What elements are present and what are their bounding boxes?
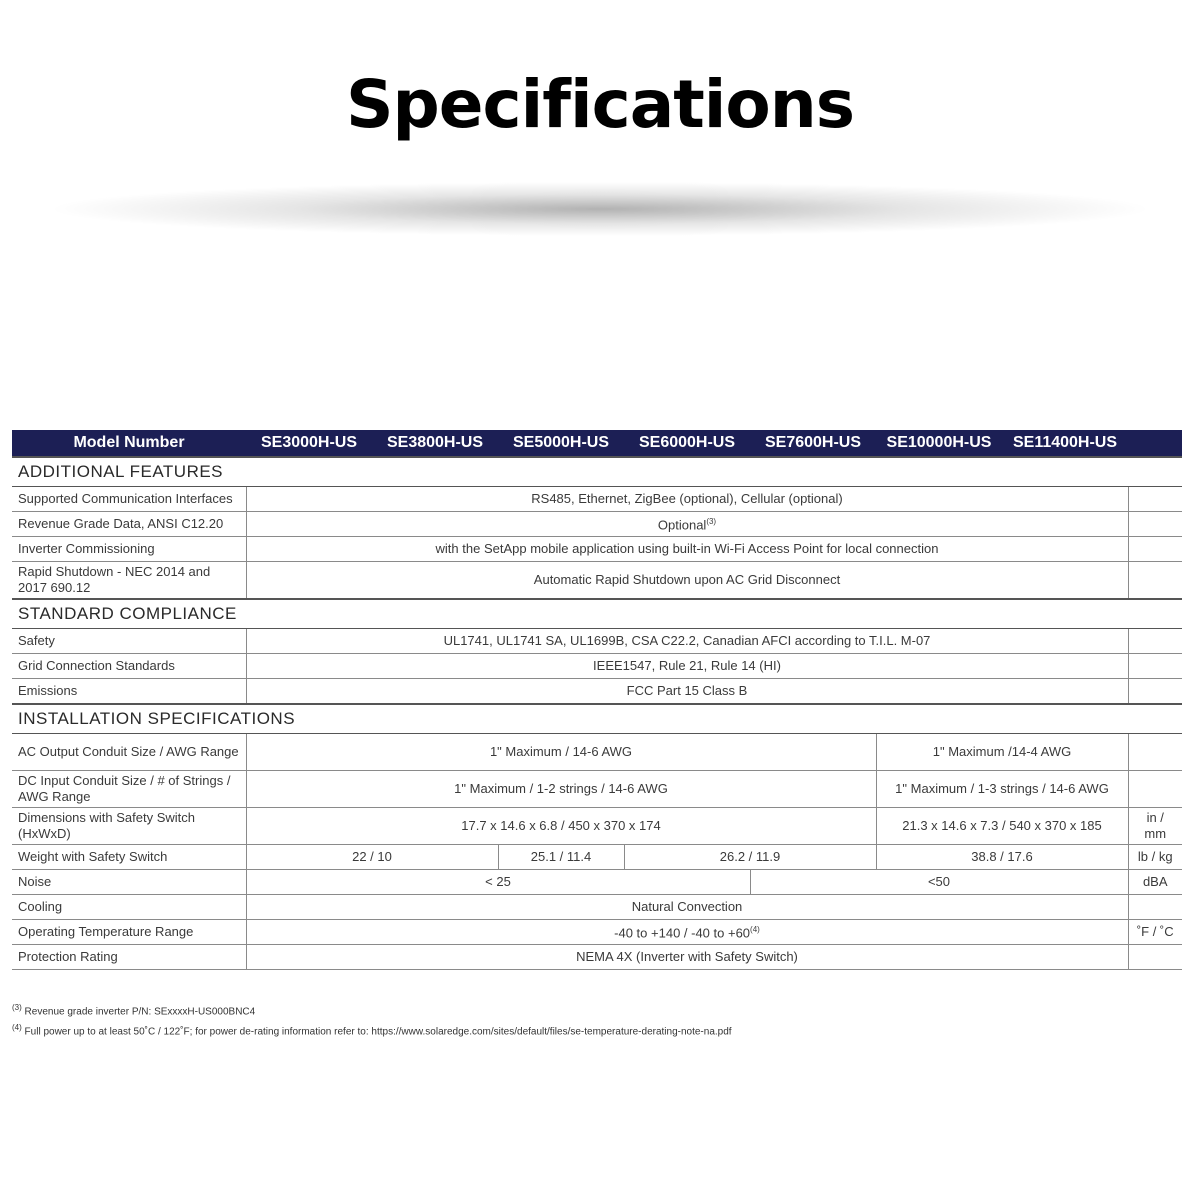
footnote (12, 1000, 1182, 1020)
header-row (12, 430, 1182, 457)
row-value: IEEE1547, Rule 21, Rule 14 (HI) (246, 654, 1128, 679)
row-value: -40 to +140 / -40 to +60 (614, 925, 751, 941)
section-title: INSTALLATION SPECIFICATIONS (12, 704, 1182, 734)
row-unit (1128, 734, 1182, 771)
row-value: 1" Maximum / 1-3 strings / 14-6 AWG (876, 771, 1128, 808)
table-row (12, 629, 1182, 654)
section-title: ADDITIONAL FEATURES (12, 457, 1182, 487)
row-value: 22 / 10 (246, 845, 498, 870)
row-label: Grid Connection Standards (12, 654, 246, 679)
table-row (12, 870, 1182, 895)
row-unit (1128, 487, 1182, 512)
page-title: Specifications (345, 66, 855, 143)
row-unit (1128, 771, 1182, 808)
row-label: Protection Rating (12, 945, 246, 970)
header-model-number: Model Number (12, 430, 246, 457)
footnote-mark: (3) (12, 1003, 22, 1012)
row-value: <50 (750, 870, 1128, 895)
row-unit (1128, 654, 1182, 679)
table-row (12, 487, 1182, 512)
row-value: 25.1 / 11.4 (498, 845, 624, 870)
section-title: STANDARD COMPLIANCE (12, 599, 1182, 629)
row-label: Safety (12, 629, 246, 654)
table-row (12, 562, 1182, 600)
row-value: 17.7 x 14.6 x 6.8 / 450 x 370 x 174 (246, 808, 876, 845)
row-unit (1128, 537, 1182, 562)
table-row (12, 734, 1182, 771)
row-value: NEMA 4X (Inverter with Safety Switch) (246, 945, 1128, 970)
footnotes (12, 1000, 1182, 1041)
row-label: AC Output Conduit Size / AWG Range (12, 734, 246, 771)
section-standard-compliance (12, 599, 1182, 629)
row-value: 26.2 / 11.9 (624, 845, 876, 870)
table-row (12, 654, 1182, 679)
row-label: Weight with Safety Switch (12, 845, 246, 870)
header-unit (1128, 430, 1182, 457)
footnote-mark: (4) (12, 1023, 22, 1033)
table-row (12, 920, 1182, 945)
row-value: FCC Part 15 Class B (246, 679, 1128, 705)
row-value: 1" Maximum /14-4 AWG (876, 734, 1128, 771)
row-label: Dimensions with Safety Switch (HxWxD) (12, 808, 246, 845)
table-row (12, 537, 1182, 562)
footnote-ref: (4) (750, 925, 760, 935)
row-label: Revenue Grade Data, ANSI C12.20 (12, 512, 246, 537)
table-row (12, 895, 1182, 920)
header-model: SE7600H-US (750, 430, 876, 457)
row-unit: lb / kg (1128, 845, 1182, 870)
row-value: Natural Convection (246, 895, 1128, 920)
table-row (12, 945, 1182, 970)
row-value: Optional (657, 517, 707, 533)
table-row (12, 679, 1182, 705)
table-row (12, 771, 1182, 808)
header-model: SE6000H-US (624, 430, 750, 457)
row-unit: ˚F / ˚C (1128, 920, 1182, 945)
row-label: Noise (12, 870, 246, 895)
title-shadow-divider (50, 182, 1150, 242)
header-model: SE11400H-US (1002, 430, 1128, 457)
row-label: Rapid Shutdown - NEC 2014 and 2017 690.12 (12, 562, 246, 600)
header-model: SE5000H-US (498, 430, 624, 457)
section-installation-specifications (12, 704, 1182, 734)
row-unit (1128, 895, 1182, 920)
table-row (12, 512, 1182, 537)
row-value: UL1741, UL1741 SA, UL1699B, CSA C22.2, Canadian AFCI according to T.I.L. M-07 (246, 629, 1128, 654)
row-unit: dBA (1128, 870, 1182, 895)
row-label: DC Input Conduit Size / # of Strings / AWG Range (12, 771, 246, 808)
footnote (12, 1020, 1182, 1040)
table-row (12, 845, 1182, 870)
row-unit (1128, 562, 1182, 600)
row-unit (1128, 512, 1182, 537)
footnote-text: Full power up to at least 50˚C / 122˚F; for power de-rating information refer to: https://www.solaredge.com/sites/default/files/se-temperature-derating-note-na.pdf (21, 1026, 732, 1038)
row-value: 38.8 / 17.6 (876, 845, 1128, 870)
header-model: SE3800H-US (372, 430, 498, 457)
row-value: with the SetApp mobile application using built-in Wi-Fi Access Point for local connection (246, 537, 1128, 562)
footnote-ref: (3) (706, 517, 717, 527)
row-value: 21.3 x 14.6 x 7.3 / 540 x 370 x 185 (876, 808, 1128, 845)
row-value: RS485, Ethernet, ZigBee (optional), Cellular (optional) (246, 487, 1128, 512)
footnote-text: Revenue grade inverter P/N: SExxxxH-US000BNC4 (21, 1006, 256, 1018)
row-unit (1128, 945, 1182, 970)
header-model: SE3000H-US (246, 430, 372, 457)
row-label: Operating Temperature Range (12, 920, 246, 945)
row-value: < 25 (246, 870, 750, 895)
row-label: Emissions (12, 679, 246, 705)
row-value: Automatic Rapid Shutdown upon AC Grid Disconnect (246, 562, 1128, 600)
row-value: 1" Maximum / 1-2 strings / 14-6 AWG (246, 771, 876, 808)
row-label: Cooling (12, 895, 246, 920)
spec-table (12, 430, 1182, 970)
row-label: Inverter Commissioning (12, 537, 246, 562)
row-unit: in / mm (1128, 808, 1182, 845)
row-unit (1128, 679, 1182, 705)
header-model: SE10000H-US (876, 430, 1002, 457)
row-label: Supported Communication Interfaces (12, 487, 246, 512)
row-unit (1128, 629, 1182, 654)
row-value: 1" Maximum / 14-6 AWG (246, 734, 876, 771)
row-value-cell (246, 512, 1128, 537)
row-value-cell (246, 920, 1128, 945)
table-row (12, 808, 1182, 845)
section-additional-features (12, 457, 1182, 487)
